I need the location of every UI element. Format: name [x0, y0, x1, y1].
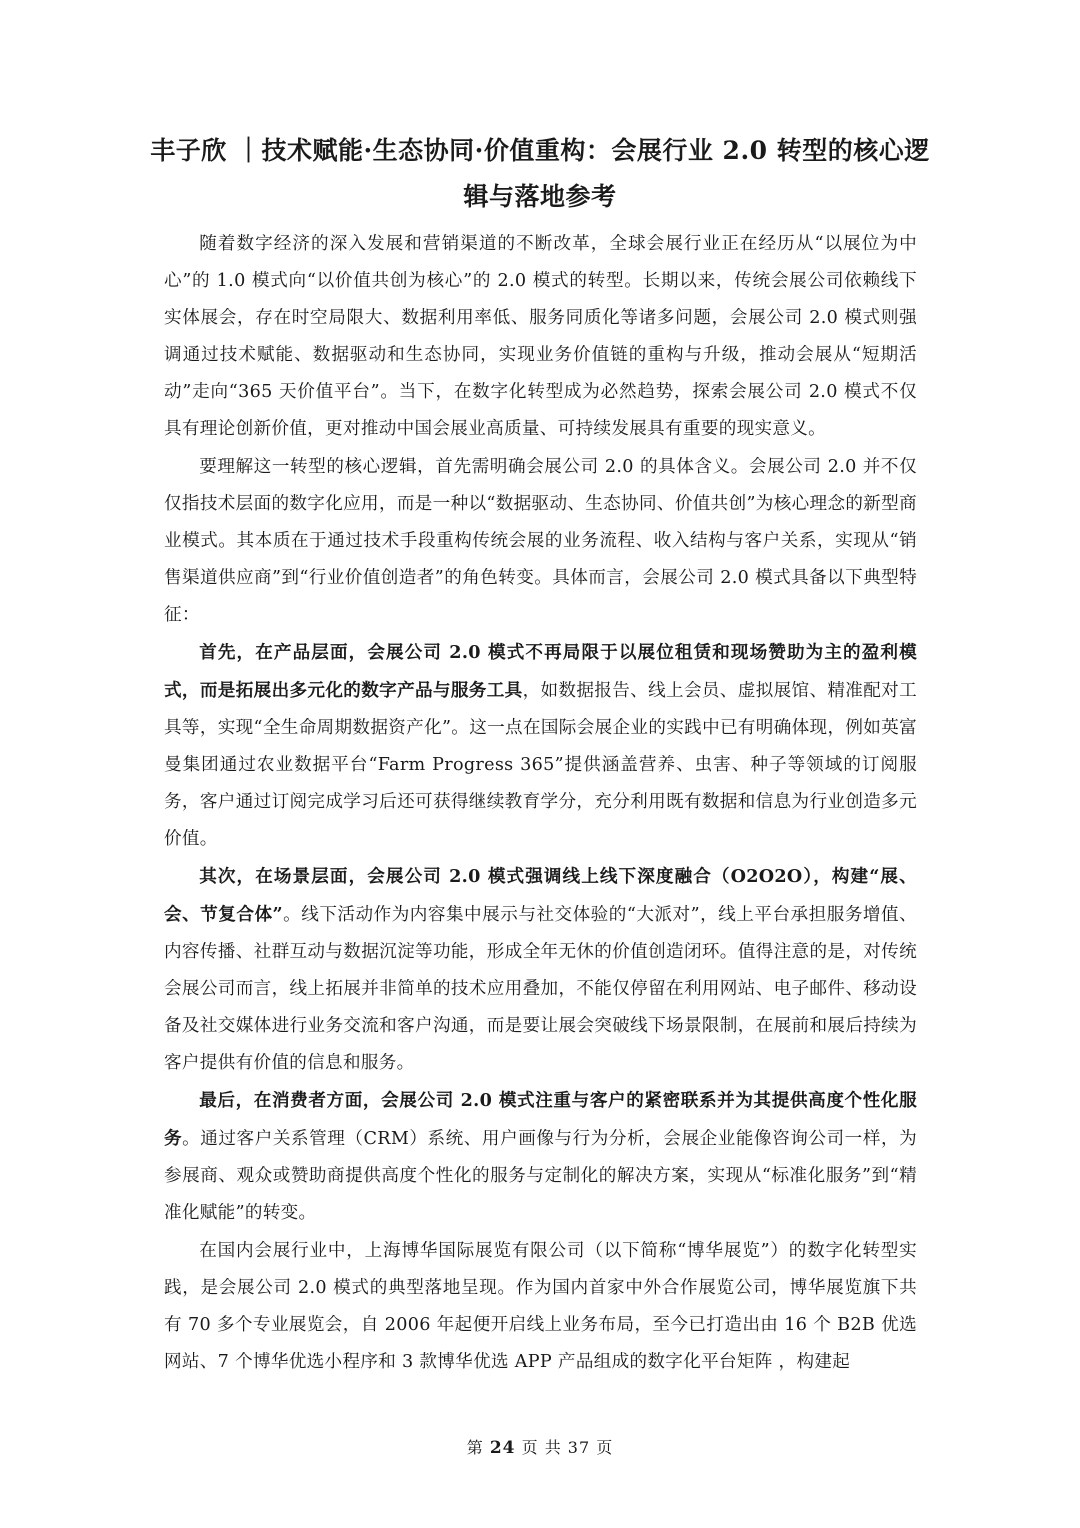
paragraph-5-text: 。通过客户关系管理（CRM）系统、用户画像与行为分析，会展企业能像咨询公司一样，为参展商、观众或赞助商提供高度个性化的服务与定制化的解决方案，实现从“标准化服务”到“精准化赋能”的转变。 [164, 1129, 917, 1223]
footer-prefix: 第 [466, 1438, 484, 1457]
paragraph-6 [164, 1232, 917, 1381]
paragraph-4-bold: 其次，在场景层面，会展公司 2.0 模式强调线上线下深度融合（O2O2O），构建“展、会、节复合体” [164, 866, 917, 925]
paragraph-3 [164, 634, 917, 858]
footer-suffix: 页 [596, 1438, 614, 1457]
total-page-count: 37 [567, 1438, 591, 1457]
page-footer [0, 1436, 1080, 1460]
footer-middle: 页 共 [521, 1438, 562, 1457]
paragraph-2-text: 要理解这一转型的核心逻辑，首先需明确会展公司 2.0 的具体含义。会展公司 2.0 并不仅仅指技术层面的数字化应用，而是一种以“数据驱动、生态协同、价值共创”为核心理念的新型商业模式。其本质在于通过技术手段重构传统会展的业务流程、收入结构与客户关系，实现从“销售渠道供应商”到“行业价值创造者”的角色转变。具体而言，会展公司 2.0 模式具备以下典型特征： [164, 457, 917, 625]
paragraph-2 [164, 448, 917, 634]
paragraph-3-bold: 首先，在产品层面，会展公司 2.0 模式不再局限于以展位租赁和现场赞助为主的盈利模式，而是拓展出多元化的数字产品与服务工具 [164, 642, 917, 701]
paragraph-3-text: ，如数据报告、线上会员、虚拟展馆、精准配对工具等，实现“全生命周期数据资产化”。这一点在国际会展企业的实践中已有明确体现，例如英富曼集团通过农业数据平台“Farm Progress 365”提供涵盖营养、虫害、种子等领域的订阅服务，客户通过订阅完成学习后还可获得继续教育学分，充分利用既有数据和信息为行业创造多元价值。 [164, 681, 917, 849]
paragraph-4 [164, 858, 917, 1082]
paragraph-1-text: 随着数字经济的深入发展和营销渠道的不断改革，全球会展行业正在经历从“以展位为中心”的 1.0 模式向“以价值共创为核心”的 2.0 模式的转型。长期以来，传统会展公司依赖线下实体展会，存在时空局限大、数据利用率低、服务同质化等诸多问题，会展公司 2.0 模式则强调通过技术赋能、数据驱动和生态协同，实现业务价值链的重构与升级，推动会展从“短期活动”走向“365 天价值平台”。当下，在数字化转型成为必然趋势，探索会展公司 2.0 模式不仅具有理论创新价值，更对推动中国会展业高质量、可持续发展具有重要的现实意义。 [164, 234, 917, 439]
paragraph-5-bold: 最后，在消费者方面，会展公司 2.0 模式注重与客户的紧密联系并为其提供高度个性化服务 [164, 1090, 917, 1149]
body-text [164, 225, 917, 1381]
paragraph-6-text: 在国内会展行业中，上海博华国际展览有限公司（以下简称“博华展览”）的数字化转型实践，是会展公司 2.0 模式的典型落地呈现。作为国内首家中外合作展览公司，博华展览旗下共有 70 多个专业展览会，自 2006 年起便开启线上业务布局，至今已打造出由 16 个 B2B 优选网站、7 个博华优选小程序和 3 款博华优选 APP 产品组成的数字化平台矩阵 ，构建起 [164, 1241, 917, 1372]
current-page-number: 24 [489, 1438, 516, 1458]
page-title: 丰子欣 ｜技术赋能·生态协同·价值重构：会展行业 2.0 转型的核心逻辑与落地参考 [150, 136, 930, 211]
paragraph-1 [164, 225, 917, 448]
paragraph-5 [164, 1082, 917, 1232]
paragraph-4-text: 。线下活动作为内容集中展示与社交体验的“大派对”，线上平台承担服务增值、内容传播、社群互动与数据沉淀等功能，形成全年无休的价值创造闭环。值得注意的是，对传统会展公司而言，线上拓展并非简单的技术应用叠加，不能仅停留在利用网站、电子邮件、移动设备及社交媒体进行业务交流和客户沟通，而是要让展会突破线下场景限制，在展前和展后持续为客户提供有价值的信息和服务。 [164, 905, 917, 1073]
